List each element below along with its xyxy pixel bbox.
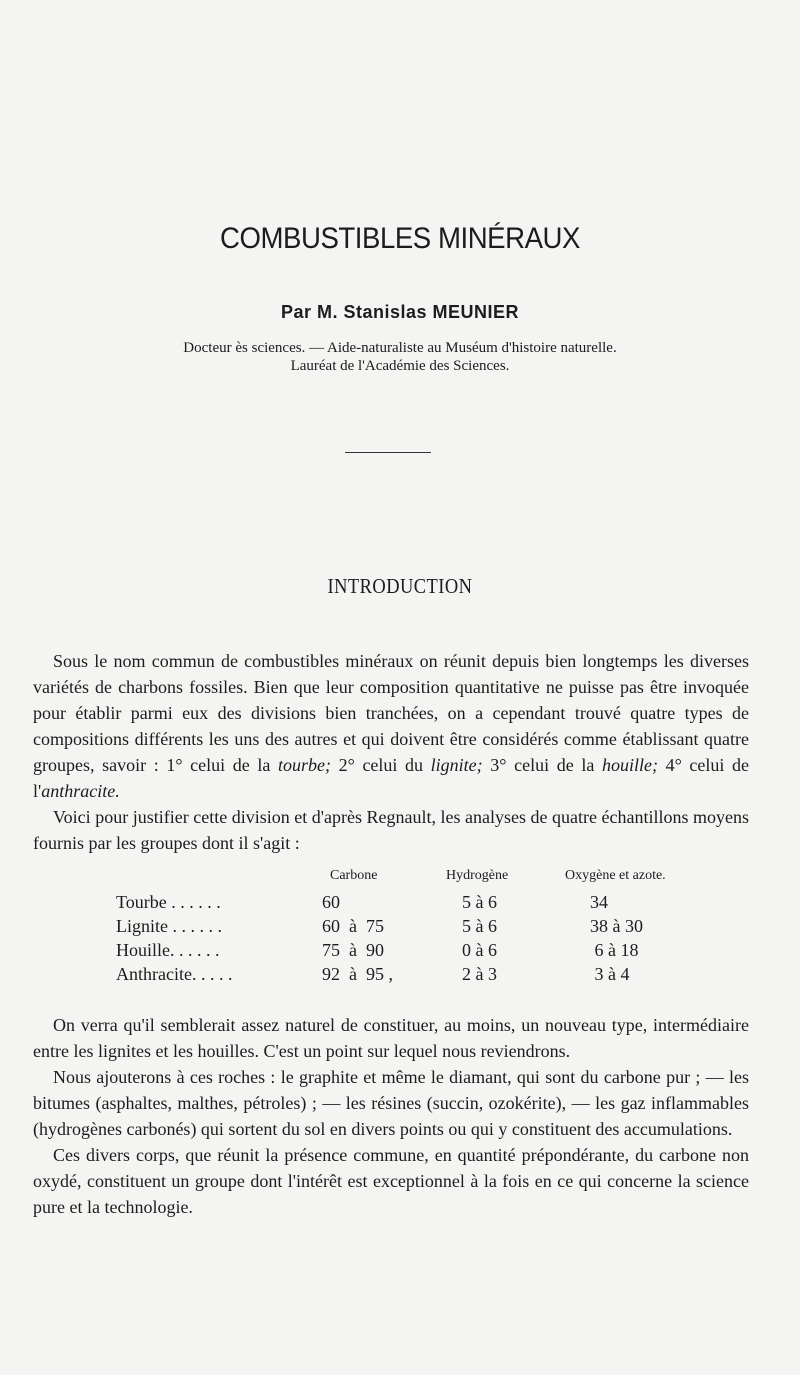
row-name: Lignite . . . . . . [116, 916, 222, 936]
row-name: Anthracite. . . . . [116, 964, 233, 984]
row-hydrogene: 5 à 6 [462, 916, 497, 936]
document-title: COMBUSTIBLES MINÉRAUX [220, 222, 580, 255]
paragraph-5: Ces divers corps, que réunit la présence commune, en quantité prépondérante, du carbone non oxydé, constituent un groupe dont l'intérêt est exceptionnel à la fois en ce qui concerne la science pure et la technologie. [33, 1145, 749, 1217]
paragraph-3: On verra qu'il semblerait assez naturel de constituer, au moins, un nouveau type, intermédiaire entre les lignites et les houilles. C'est un point sur lequel nous reviendrons. [33, 1015, 749, 1061]
section-title: INTRODUCTION [327, 574, 473, 598]
row-carbone: 60 [322, 892, 340, 912]
column-header-carbone: Carbone [330, 868, 378, 883]
row-hydrogene: 2 à 3 [462, 964, 497, 984]
row-carbone: 92 à 95 , [322, 964, 393, 984]
author-affiliation: Docteur ès sciences. — Aide-naturaliste au Muséum d'histoire naturelle. [183, 340, 617, 356]
author-line: Par M. Stanislas MEUNIER [280, 302, 520, 322]
table-row [0, 892, 800, 916]
row-oxygene: 6 à 18 [590, 940, 639, 960]
row-name: Houille. . . . . . [116, 940, 220, 960]
row-name: Tourbe . . . . . . [116, 892, 221, 912]
intro-paragraph-1: Sous le nom commun de combustibles minéraux on réunit depuis bien longtemps les diverses variétés de charbons fossiles. Bien que leur composition quantitative ne puisse pas être invoquée pour établir parmi eux des divisions bien tranchées, on a cependant trouvé quatre types de compositions différents les uns des autres et qui doivent être considérés comme établissant quatre groupes, savoir : 1° celui de la tourbe; 2° celui du lignite; 3° celui de la houille; 4° celui de l'anthracite. [33, 651, 749, 801]
row-oxygene: 34 [590, 892, 608, 912]
paragraph-4: Nous ajouterons à ces roches : le graphite et même le diamant, qui sont du carbone pur ; — les bitumes (asphaltes, malthes, pétroles) ; — les résines (succin, ozokérite), — les gaz inflammables (hydrogènes carbonés) qui sortent du sol en divers points ou qui y constituent des accumulations. [33, 1067, 749, 1139]
column-header-oxygene: Oxygène et azote. [565, 868, 666, 883]
table-row [0, 940, 800, 964]
intro-paragraph-2: Voici pour justifier cette division et d'après Regnault, les analyses de quatre échantillons moyens fournis par les groupes dont il s'agit : [33, 807, 749, 853]
author-award: Lauréat de l'Académie des Sciences. [290, 358, 510, 374]
row-carbone: 75 à 90 [322, 940, 384, 960]
column-header-hydrogene: Hydrogène [446, 868, 509, 883]
row-oxygene: 3 à 4 [590, 964, 630, 984]
row-hydrogene: 5 à 6 [462, 892, 497, 912]
intro-text [33, 648, 749, 856]
table-row [0, 916, 800, 940]
separator-rule [345, 452, 431, 453]
row-carbone: 60 à 75 [322, 916, 384, 936]
table-row [0, 964, 800, 988]
row-oxygene: 38 à 30 [590, 916, 643, 936]
row-hydrogene: 0 à 6 [462, 940, 497, 960]
conclusion-text [33, 1012, 749, 1220]
